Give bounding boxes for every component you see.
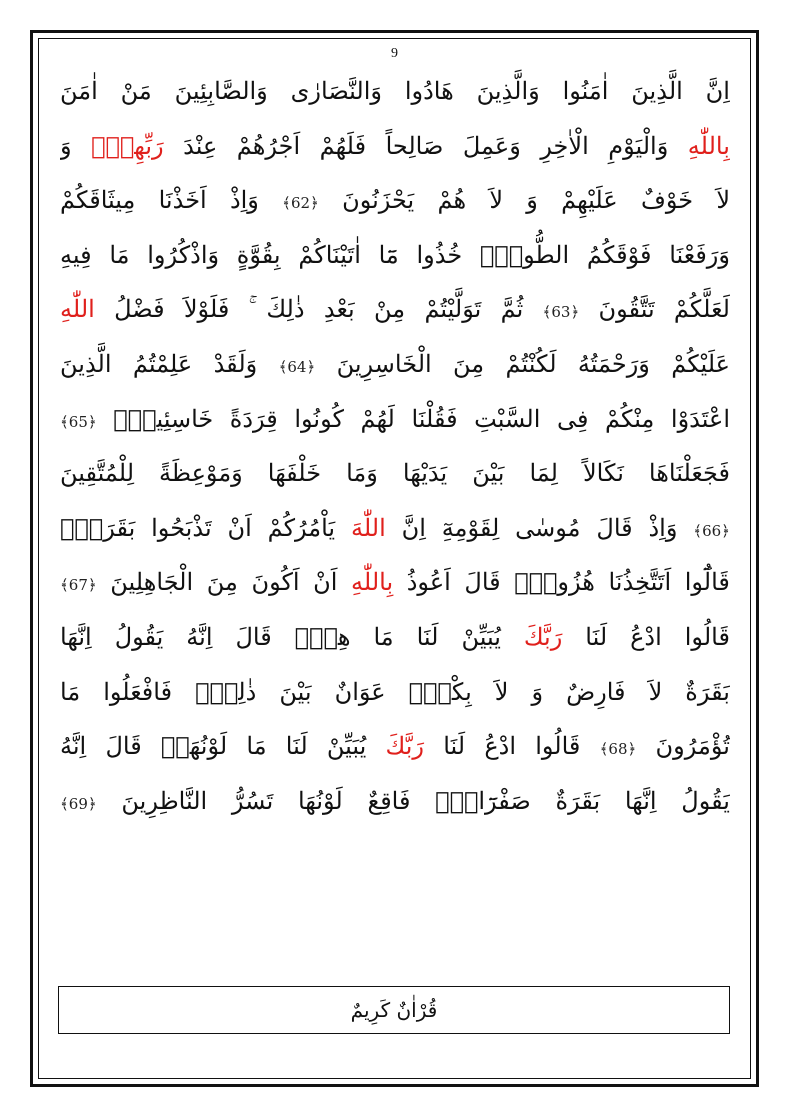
word: بَقَرَةٌ <box>555 786 601 815</box>
word: النَّاظِرِينَ <box>121 786 208 815</box>
text-line <box>60 228 730 283</box>
word: تَذْبَحُوا <box>151 513 212 542</box>
footer-box <box>58 986 730 1034</box>
footer-title: قُرْاٰنٌ كَرِيمٌ <box>350 998 438 1022</box>
word: اِنَّهَا <box>60 622 92 651</box>
word: الْخَاسِرِينَ <box>336 349 432 378</box>
word: قَالَ <box>235 622 272 651</box>
text-line <box>60 719 730 774</box>
word: الَّذِينَ <box>60 349 112 378</box>
word: لاَ <box>494 677 509 706</box>
word: فِيهِ <box>60 240 92 269</box>
divine-name-word: رَبَّكَ <box>523 622 563 651</box>
word: مِنَ <box>206 568 238 597</box>
word: لِقَوْمِهِٓ <box>441 513 500 542</box>
word: خَاسِئِينَۚ <box>113 404 214 433</box>
word: يُبَيِّنْ <box>326 732 367 761</box>
word: فَاقِعٌ <box>367 786 411 815</box>
word: بِكْرٌۜ <box>408 677 472 706</box>
word: هِيَۜ <box>294 622 351 651</box>
divine-name-word: اللّٰهِ <box>60 295 95 324</box>
word: هُمْ <box>437 186 467 215</box>
word: مُوسٰى <box>515 513 581 542</box>
word: مَا <box>373 622 394 651</box>
word: قَالَ <box>596 513 633 542</box>
word: اَكُونَ <box>251 568 300 597</box>
text-line <box>60 337 730 392</box>
word: لاَ <box>716 186 730 215</box>
verse-number-marker: ﴿68﴾ <box>599 740 637 759</box>
word: لَنَا <box>585 622 608 651</box>
word: صَفْرَٓاءُۙ <box>435 786 531 815</box>
word: فَوْقَكُمُ <box>586 240 652 269</box>
word: وَ <box>60 131 72 160</box>
word: اَنْ <box>227 513 252 542</box>
word: فِى <box>556 404 589 433</box>
word: مِنَ <box>453 349 485 378</box>
text-line <box>60 282 730 337</box>
word: الْاٰخِرِ <box>540 131 589 160</box>
word: وَاِذْ <box>648 513 678 542</box>
word: وَلَقَدْ <box>213 349 258 378</box>
word: هُزُواًۜ <box>514 568 595 597</box>
verse-number-marker: ﴿66﴾ <box>693 521 730 540</box>
word: لِلْمُتَّقِينَ <box>60 459 135 488</box>
word: اعْتَدَوْا <box>670 404 730 433</box>
text-line <box>60 119 730 174</box>
word: لِمَا <box>529 459 558 488</box>
page-number: 9 <box>391 46 398 61</box>
word: قَالُوا <box>684 622 730 651</box>
word: مَا <box>246 732 267 761</box>
verse-number-marker: ﴿64﴾ <box>278 357 316 376</box>
word: اَجْرُهُمْ <box>236 131 301 160</box>
word: مَا <box>109 240 130 269</box>
word: اَتَتَّخِذُنَا <box>608 568 672 597</box>
text-line <box>60 173 730 228</box>
text-line <box>60 610 730 665</box>
word: وَاِذْ <box>229 186 259 215</box>
word: اَعُوذُ <box>406 568 451 597</box>
word: صَالِحاً <box>385 131 444 160</box>
word: الْجَاهِلِينَ <box>110 568 194 597</box>
verse-number-marker: ﴿62﴾ <box>282 194 319 213</box>
word: عِنْدَ <box>183 131 218 160</box>
word: فَارِضٌ <box>566 677 626 706</box>
word: وَرَحْمَتُهُ <box>577 349 650 378</box>
word: قَالَ <box>105 732 142 761</box>
word: اٰمَنُوا <box>562 77 609 105</box>
text-line <box>60 392 730 447</box>
word: بَيْنَ <box>279 677 312 706</box>
word: تَتَّقُونَ <box>598 295 655 324</box>
word: مِنْ <box>374 295 406 324</box>
word: تَوَلَّيْتُمْ <box>424 295 482 324</box>
word: وَ <box>531 677 544 706</box>
word: فَافْعَلُوا <box>103 677 173 706</box>
word: بَيْنَ <box>472 459 505 488</box>
word: وَمَا <box>346 459 378 488</box>
word: مِنْكُمْ <box>605 404 655 433</box>
word: يَاْمُرُكُمْ <box>267 513 336 542</box>
word: يَقُولُ <box>114 622 164 651</box>
word: عَوَانٌ <box>334 677 386 706</box>
word: وَمَوْعِظَةً <box>159 459 243 488</box>
word: لَنَا <box>416 622 439 651</box>
divine-name-word: رَبِّهِمْۚ <box>91 131 164 160</box>
word: فَجَعَلْنَاهَا <box>648 459 730 488</box>
word: قَالُٓوا <box>684 568 730 597</box>
word: يُبَيِّنْ <box>461 622 501 651</box>
word: وَاذْكُرُوا <box>147 240 220 269</box>
word: لَعَلَّكُمْ <box>673 295 730 324</box>
word: قَالَ <box>464 568 501 597</box>
word: اَخَذْنَا <box>158 186 207 215</box>
word: يَحْزَنُونَ <box>342 186 415 215</box>
word: قَالُوا <box>535 732 581 761</box>
text-line <box>60 774 730 829</box>
word: الطُّورَۜ <box>479 240 570 269</box>
word: اِنَّ <box>401 513 426 542</box>
word: لَهُمْ <box>360 404 395 433</box>
divine-name-word: بِاللّٰهِ <box>687 131 730 160</box>
word: اٰتَيْنَاكُمْ <box>298 240 361 269</box>
word: بَقَرَةًۜ <box>60 513 136 542</box>
verse-number-marker: ﴿65﴾ <box>60 412 97 431</box>
word: وَ <box>526 186 538 215</box>
verse-number-marker: ﴿67﴾ <box>60 576 97 595</box>
word: ذٰلِكَۜ <box>195 677 257 706</box>
word: وَالْيَوْمِ <box>608 131 669 160</box>
divine-name-word: اللّٰهَ <box>350 513 386 542</box>
word: فَلَوْلاَ <box>183 295 230 324</box>
word: اٰمَنَ <box>60 77 98 105</box>
word: ذٰلِكَ ۚ <box>248 295 305 324</box>
word: وَالنَّصَارٰى <box>290 77 382 105</box>
word: بَعْدِ <box>323 295 355 324</box>
word: يَقُولُ <box>681 786 730 815</box>
word: ادْعُ <box>484 732 517 761</box>
word: كُونُوا <box>294 404 344 433</box>
word: اِنَّهُ <box>186 622 213 651</box>
verse-number-marker: ﴿63﴾ <box>542 303 580 322</box>
text-line <box>60 446 730 501</box>
quran-text-block <box>60 64 730 828</box>
word: لاَ <box>648 677 663 706</box>
word: لَكُنْتُمْ <box>505 349 557 378</box>
word: فَقُلْنَا <box>411 404 458 433</box>
word: بِقُوَّةٍ <box>236 240 281 269</box>
word: اِنَّهُ <box>60 732 87 761</box>
word: ثُمَّ <box>500 295 524 324</box>
word: نَكَالاً <box>582 459 624 488</box>
word: يَدَيْهَا <box>402 459 448 488</box>
text-line <box>60 555 730 610</box>
word: عَلَيْهِمْ <box>561 186 618 215</box>
word: مِيثَاقَكُمْ <box>60 186 136 215</box>
word: مَنْ <box>120 77 152 105</box>
word: بَقَرَةٌ <box>685 677 730 706</box>
word: هَادُوا <box>404 77 454 105</box>
word: ادْعُ <box>630 622 662 651</box>
word: خُذُوا <box>416 240 463 269</box>
word: اِنَّهَا <box>624 786 657 815</box>
word: وَالَّذِينَ <box>476 77 540 105</box>
text-line <box>60 64 730 119</box>
text-line <box>60 665 730 720</box>
text-line <box>60 501 730 556</box>
word: اِنَّ الَّذِينَ <box>631 77 730 105</box>
word: تُؤْمَرُونَ <box>655 732 730 761</box>
word: لَوْنُهَا <box>297 786 343 815</box>
word: عَلِمْتُمُ <box>132 349 193 378</box>
divine-name-word: بِاللّٰهِ <box>351 568 394 597</box>
word: فَضْلُ <box>114 295 165 324</box>
word: خَوْفٌ <box>640 186 694 215</box>
verse-number-marker: ﴿69﴾ <box>60 794 97 813</box>
word: قِرَدَةً <box>229 404 278 433</box>
word: السَّبْتِ <box>474 404 541 433</box>
word: عَلَيْكُمْ <box>671 349 730 378</box>
word: مَا <box>60 677 81 706</box>
word: فَلَهُمْ <box>319 131 367 160</box>
word: لَوْنُهَاۜ <box>160 732 228 761</box>
word: تَسُرُّ <box>231 786 274 815</box>
word: لَنَا <box>443 732 466 761</box>
word: مَٓا <box>378 240 399 269</box>
word: وَرَفَعْنَا <box>669 240 730 269</box>
word: وَالصَّابِئِينَ <box>174 77 268 105</box>
word: خَلْفَهَا <box>267 459 322 488</box>
divine-name-word: رَبَّكَ <box>385 732 425 761</box>
word: وَعَمِلَ <box>462 131 521 160</box>
word: لاَ <box>489 186 504 215</box>
word: اَنْ <box>313 568 338 597</box>
word: لَنَا <box>285 732 308 761</box>
